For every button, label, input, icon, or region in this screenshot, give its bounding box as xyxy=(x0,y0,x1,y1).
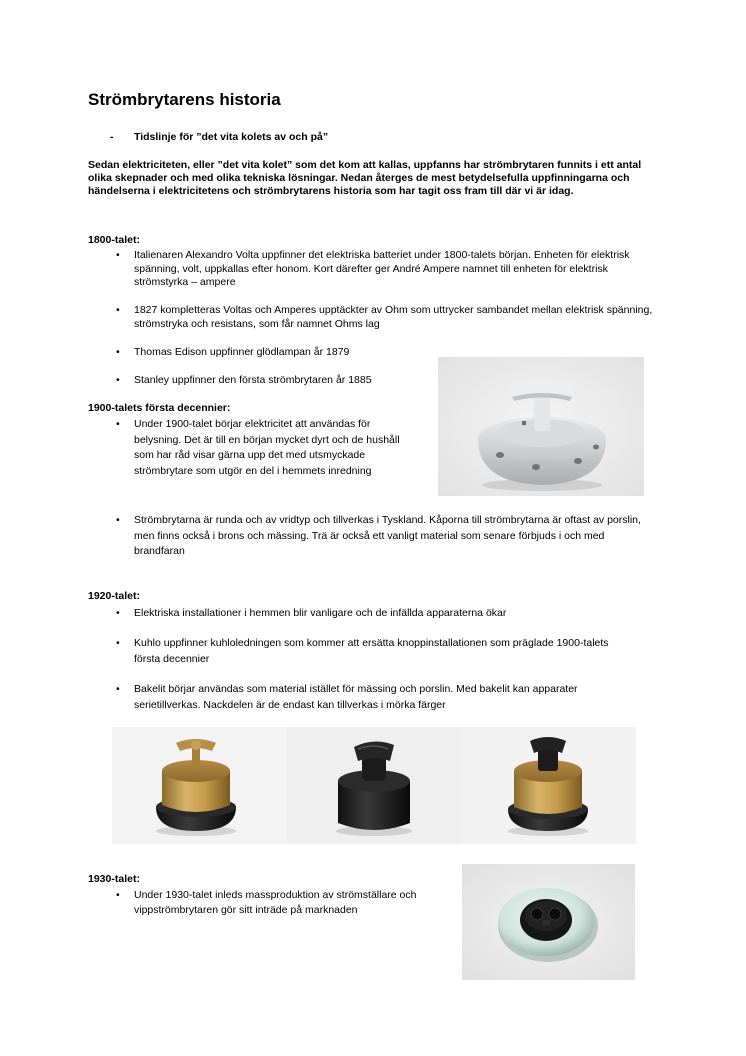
bullet-dot: • xyxy=(116,249,120,261)
section-heading-1920: 1920-talet: xyxy=(88,590,140,602)
bullet-dot: • xyxy=(116,607,120,619)
list-item-text: Kuhlo uppfinner kuhloledningen som kommer att ersätta knoppinstallationen som präglade 1900-talets första decennier xyxy=(134,637,609,665)
intro-paragraph: Sedan elektriciteten, eller ”det vita kolet” som det kom att kallas, uppfanns har strömbrytaren funnits i ett antal olika skepnader och med olika tekniska lösningar. Nedan återges de mest betydelsefulla uppfinningarna och händelserna i elektricitetens och strömbrytarens historia som har tagit oss fram till där vi är idag. xyxy=(88,159,642,197)
list-item-text: 1827 kompletteras Voltas och Amperes upptäckter av Ohm som uttrycker sambandet mellan elektrisk spänning, strömstryka och resistans, som får namnet Ohms lag xyxy=(134,304,653,330)
subtitle-dash: - xyxy=(110,131,114,143)
list-item-text: Elektriska installationer i hemmen blir vanligare och de infällda apparaterna ökar xyxy=(134,607,507,619)
subtitle-text: Tidslinje för ”det vita kolets av och på” xyxy=(134,131,329,143)
list-item-text: Stanley uppfinner den första strömbrytaren år 1885 xyxy=(134,374,372,386)
bullet-dot: • xyxy=(116,637,120,649)
section-heading-1930: 1930-talet: xyxy=(88,873,140,885)
porcelain-rotary-switch-photo xyxy=(438,357,644,496)
bullet-dot: • xyxy=(116,346,120,358)
toggle-switch-photo xyxy=(462,864,635,980)
section-heading-1900: 1900-talets första decennier: xyxy=(88,402,231,414)
list-item-text: Bakelit börjar användas som material istället för mässing och porslin. Med bakelit kan apparater serietillverkas. Nackdelen är de endast kan tillverkas i mörka färger xyxy=(134,683,578,711)
list-item-text: Under 1930-talet inleds massproduktion av strömställare och vippströmbrytaren gör sitt inträde på marknaden xyxy=(134,889,417,916)
bullet-dot: • xyxy=(116,418,120,430)
bakelite-switches-photo-row xyxy=(112,727,636,844)
section-heading-1800: 1800-talet: xyxy=(88,234,140,246)
bullet-dot: • xyxy=(116,304,120,316)
bullet-dot: • xyxy=(116,374,120,386)
bullet-dot: • xyxy=(116,889,120,901)
list-item-text: Italienaren Alexandro Volta uppfinner det elektriska batteriet under 1800-talets början. Enheten för elektrisk spänning, volt, uppkallas efter honom. Kort därefter ger André Ampere namnet till enheten för elektrisk strömstyrka – ampere xyxy=(134,249,630,288)
list-item-text: Strömbrytarna är runda och av vridtyp och tillverkas i Tyskland. Kåporna till strömbrytarna är oftast av porslin, men finns också i brons och mässing. Trä är också ett vanligt material som senare förbjuds i och med brandfaran xyxy=(134,514,641,557)
bullet-dot: • xyxy=(116,514,120,526)
bullet-dot: • xyxy=(116,683,120,695)
page-title: Strömbrytarens historia xyxy=(88,90,281,109)
list-item-text: Thomas Edison uppfinner glödlampan år 1879 xyxy=(134,346,350,358)
list-item-text: Under 1900-talet börjar elektricitet att användas för belysning. Det är till en början mycket dyrt och de hushåll som har råd visar gärna upp det med utsmyckade strömbrytare som utgör en del i hemmets inredning xyxy=(134,418,400,477)
